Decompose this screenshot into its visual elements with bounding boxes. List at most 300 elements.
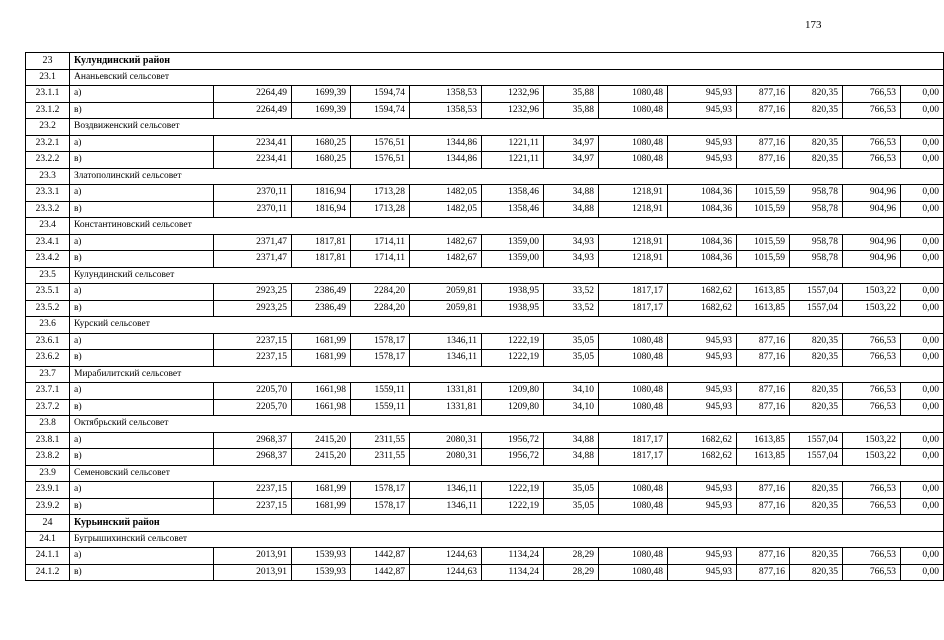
value-cell: 877,16 (737, 152, 790, 169)
value-cell: 877,16 (737, 350, 790, 367)
value-cell: 35,05 (544, 333, 599, 350)
settlement-name: Ананьевский сельсовет (70, 69, 944, 86)
table-row (26, 449, 944, 466)
value-cell: 0,00 (901, 564, 944, 581)
value-cell: 2264,49 (214, 86, 292, 103)
value-cell: 1222,19 (482, 333, 544, 350)
value-cell: 1080,48 (599, 350, 668, 367)
table-row (26, 135, 944, 152)
value-cell: 0,00 (901, 201, 944, 218)
row-label: а) (70, 548, 214, 565)
value-cell: 1080,48 (599, 482, 668, 499)
row-label: в) (70, 350, 214, 367)
value-cell: 820,35 (790, 482, 843, 499)
row-label: в) (70, 102, 214, 119)
row-label: в) (70, 152, 214, 169)
value-cell: 0,00 (901, 185, 944, 202)
value-cell: 0,00 (901, 498, 944, 515)
value-cell: 1080,48 (599, 102, 668, 119)
row-code: 23 (26, 53, 70, 70)
value-cell: 1817,81 (292, 234, 351, 251)
table-row (26, 333, 944, 350)
row-code: 24.1.1 (26, 548, 70, 565)
value-cell: 34,93 (544, 234, 599, 251)
settlement-name: Златополинский сельсовет (70, 168, 944, 185)
page-number: 173 (805, 19, 822, 31)
row-code: 23.5.1 (26, 284, 70, 301)
value-cell: 1080,48 (599, 152, 668, 169)
value-cell: 1015,59 (737, 185, 790, 202)
value-cell: 820,35 (790, 399, 843, 416)
value-cell: 35,05 (544, 498, 599, 515)
value-cell: 945,93 (668, 350, 737, 367)
table-body (26, 53, 944, 581)
value-cell: 877,16 (737, 548, 790, 565)
value-cell: 2386,49 (292, 284, 351, 301)
settlement-name: Курский сельсовет (70, 317, 944, 334)
row-code: 23.7.1 (26, 383, 70, 400)
value-cell: 1682,62 (668, 432, 737, 449)
value-cell: 0,00 (901, 284, 944, 301)
value-cell: 904,96 (843, 251, 901, 268)
table-row (26, 548, 944, 565)
value-cell: 2237,15 (214, 498, 292, 515)
value-cell: 1503,22 (843, 284, 901, 301)
row-code: 23.1.1 (26, 86, 70, 103)
settlement-row (26, 267, 944, 284)
value-cell: 1661,98 (292, 383, 351, 400)
value-cell: 0,00 (901, 152, 944, 169)
district-row (26, 515, 944, 532)
settlement-row (26, 168, 944, 185)
row-code: 23.6.1 (26, 333, 70, 350)
value-cell: 877,16 (737, 383, 790, 400)
value-cell: 2284,20 (351, 300, 410, 317)
value-cell: 2415,20 (292, 432, 351, 449)
value-cell: 1681,99 (292, 482, 351, 499)
row-code: 23.2.2 (26, 152, 70, 169)
value-cell: 1344,86 (410, 135, 482, 152)
row-code: 23.2.1 (26, 135, 70, 152)
value-cell: 1080,48 (599, 333, 668, 350)
row-code: 23.8.1 (26, 432, 70, 449)
row-code: 23.7 (26, 366, 70, 383)
value-cell: 1594,74 (351, 86, 410, 103)
value-cell: 0,00 (901, 234, 944, 251)
table-row (26, 350, 944, 367)
tariff-table (25, 52, 944, 581)
value-cell: 958,78 (790, 234, 843, 251)
value-cell: 35,88 (544, 86, 599, 103)
value-cell: 2370,11 (214, 185, 292, 202)
value-cell: 2386,49 (292, 300, 351, 317)
value-cell: 1331,81 (410, 383, 482, 400)
value-cell: 945,93 (668, 399, 737, 416)
settlement-name: Семеновский сельсовет (70, 465, 944, 482)
value-cell: 766,53 (843, 86, 901, 103)
value-cell: 945,93 (668, 333, 737, 350)
value-cell: 34,93 (544, 251, 599, 268)
value-cell: 1084,36 (668, 185, 737, 202)
value-cell: 1576,51 (351, 152, 410, 169)
district-row (26, 53, 944, 70)
row-label: в) (70, 498, 214, 515)
row-label: а) (70, 482, 214, 499)
row-label: а) (70, 234, 214, 251)
row-label: в) (70, 399, 214, 416)
value-cell: 2284,20 (351, 284, 410, 301)
value-cell: 1817,17 (599, 449, 668, 466)
value-cell: 1015,59 (737, 234, 790, 251)
row-label: а) (70, 86, 214, 103)
value-cell: 877,16 (737, 399, 790, 416)
value-cell: 1358,53 (410, 102, 482, 119)
value-cell: 1015,59 (737, 201, 790, 218)
value-cell: 1221,11 (482, 152, 544, 169)
value-cell: 820,35 (790, 102, 843, 119)
value-cell: 1222,19 (482, 498, 544, 515)
value-cell: 1218,91 (599, 251, 668, 268)
value-cell: 1442,87 (351, 564, 410, 581)
value-cell: 1482,67 (410, 234, 482, 251)
value-cell: 0,00 (901, 135, 944, 152)
value-cell: 1134,24 (482, 548, 544, 565)
value-cell: 904,96 (843, 185, 901, 202)
value-cell: 1080,48 (599, 399, 668, 416)
value-cell: 958,78 (790, 185, 843, 202)
value-cell: 2013,91 (214, 564, 292, 581)
value-cell: 1682,62 (668, 284, 737, 301)
value-cell: 820,35 (790, 152, 843, 169)
value-cell: 945,93 (668, 548, 737, 565)
value-cell: 1209,80 (482, 399, 544, 416)
value-cell: 1680,25 (292, 135, 351, 152)
value-cell: 1578,17 (351, 333, 410, 350)
value-cell: 2237,15 (214, 350, 292, 367)
value-cell: 1681,99 (292, 350, 351, 367)
value-cell: 945,93 (668, 102, 737, 119)
value-cell: 1222,19 (482, 482, 544, 499)
value-cell: 2264,49 (214, 102, 292, 119)
row-code: 24 (26, 515, 70, 532)
value-cell: 1503,22 (843, 300, 901, 317)
value-cell: 1613,85 (737, 449, 790, 466)
row-code: 23.9 (26, 465, 70, 482)
value-cell: 945,93 (668, 564, 737, 581)
value-cell: 1680,25 (292, 152, 351, 169)
table-row (26, 482, 944, 499)
value-cell: 766,53 (843, 498, 901, 515)
value-cell: 1331,81 (410, 399, 482, 416)
row-code: 23.6 (26, 317, 70, 334)
value-cell: 1682,62 (668, 449, 737, 466)
row-label: в) (70, 201, 214, 218)
value-cell: 958,78 (790, 251, 843, 268)
value-cell: 766,53 (843, 548, 901, 565)
value-cell: 35,05 (544, 350, 599, 367)
value-cell: 1218,91 (599, 234, 668, 251)
value-cell: 2237,15 (214, 333, 292, 350)
value-cell: 945,93 (668, 498, 737, 515)
value-cell: 0,00 (901, 251, 944, 268)
district-name: Курьинский район (70, 515, 944, 532)
value-cell: 1557,04 (790, 284, 843, 301)
value-cell: 1539,93 (292, 548, 351, 565)
value-cell: 34,97 (544, 152, 599, 169)
value-cell: 820,35 (790, 383, 843, 400)
settlement-row (26, 218, 944, 235)
value-cell: 2059,81 (410, 300, 482, 317)
value-cell: 1346,11 (410, 482, 482, 499)
row-code: 23.5.2 (26, 300, 70, 317)
value-cell: 0,00 (901, 548, 944, 565)
value-cell: 34,88 (544, 449, 599, 466)
value-cell: 820,35 (790, 564, 843, 581)
table-row (26, 498, 944, 515)
table-row (26, 102, 944, 119)
value-cell: 0,00 (901, 399, 944, 416)
value-cell: 1578,17 (351, 350, 410, 367)
value-cell: 945,93 (668, 482, 737, 499)
value-cell: 1232,96 (482, 102, 544, 119)
value-cell: 877,16 (737, 498, 790, 515)
value-cell: 1714,11 (351, 251, 410, 268)
value-cell: 1084,36 (668, 201, 737, 218)
value-cell: 1816,94 (292, 201, 351, 218)
table-row (26, 234, 944, 251)
value-cell: 1346,11 (410, 498, 482, 515)
value-cell: 2311,55 (351, 432, 410, 449)
row-label: а) (70, 284, 214, 301)
value-cell: 1080,48 (599, 383, 668, 400)
value-cell: 1358,53 (410, 86, 482, 103)
row-label: а) (70, 333, 214, 350)
table-row (26, 185, 944, 202)
table-row (26, 399, 944, 416)
value-cell: 1557,04 (790, 449, 843, 466)
value-cell: 1816,94 (292, 185, 351, 202)
value-cell: 35,05 (544, 482, 599, 499)
value-cell: 1344,86 (410, 152, 482, 169)
value-cell: 1557,04 (790, 432, 843, 449)
value-cell: 1080,48 (599, 564, 668, 581)
table-row (26, 564, 944, 581)
value-cell: 1578,17 (351, 482, 410, 499)
value-cell: 1613,85 (737, 284, 790, 301)
row-code: 23.8 (26, 416, 70, 433)
row-code: 24.1.2 (26, 564, 70, 581)
value-cell: 820,35 (790, 350, 843, 367)
value-cell: 2371,47 (214, 234, 292, 251)
value-cell: 2968,37 (214, 432, 292, 449)
settlement-name: Бугрышихинский сельсовет (70, 531, 944, 548)
value-cell: 34,88 (544, 185, 599, 202)
value-cell: 2013,91 (214, 548, 292, 565)
row-code: 23.9.1 (26, 482, 70, 499)
settlement-row (26, 119, 944, 136)
value-cell: 1594,74 (351, 102, 410, 119)
value-cell: 1699,39 (292, 86, 351, 103)
value-cell: 1346,11 (410, 350, 482, 367)
row-code: 23.9.2 (26, 498, 70, 515)
value-cell: 1503,22 (843, 449, 901, 466)
row-code: 23.4.1 (26, 234, 70, 251)
value-cell: 0,00 (901, 383, 944, 400)
value-cell: 1346,11 (410, 333, 482, 350)
row-code: 23.6.2 (26, 350, 70, 367)
value-cell: 1232,96 (482, 86, 544, 103)
value-cell: 1482,05 (410, 201, 482, 218)
value-cell: 766,53 (843, 399, 901, 416)
value-cell: 1956,72 (482, 449, 544, 466)
row-code: 23.3.2 (26, 201, 70, 218)
value-cell: 1209,80 (482, 383, 544, 400)
value-cell: 1359,00 (482, 234, 544, 251)
settlement-row (26, 366, 944, 383)
settlement-name: Воздвиженский сельсовет (70, 119, 944, 136)
value-cell: 0,00 (901, 86, 944, 103)
row-label: в) (70, 449, 214, 466)
value-cell: 1938,95 (482, 284, 544, 301)
value-cell: 766,53 (843, 102, 901, 119)
value-cell: 1080,48 (599, 135, 668, 152)
value-cell: 28,29 (544, 548, 599, 565)
table-row (26, 383, 944, 400)
value-cell: 877,16 (737, 333, 790, 350)
value-cell: 1539,93 (292, 564, 351, 581)
value-cell: 1244,63 (410, 548, 482, 565)
value-cell: 766,53 (843, 383, 901, 400)
value-cell: 33,52 (544, 284, 599, 301)
value-cell: 820,35 (790, 135, 843, 152)
value-cell: 2234,41 (214, 152, 292, 169)
value-cell: 877,16 (737, 564, 790, 581)
value-cell: 1661,98 (292, 399, 351, 416)
value-cell: 1221,11 (482, 135, 544, 152)
settlement-name: Константиновский сельсовет (70, 218, 944, 235)
value-cell: 1222,19 (482, 350, 544, 367)
value-cell: 766,53 (843, 350, 901, 367)
value-cell: 904,96 (843, 234, 901, 251)
value-cell: 1817,17 (599, 284, 668, 301)
value-cell: 820,35 (790, 86, 843, 103)
value-cell: 0,00 (901, 482, 944, 499)
settlement-row (26, 416, 944, 433)
value-cell: 1682,62 (668, 300, 737, 317)
value-cell: 0,00 (901, 333, 944, 350)
value-cell: 1218,91 (599, 185, 668, 202)
value-cell: 2371,47 (214, 251, 292, 268)
value-cell: 766,53 (843, 333, 901, 350)
value-cell: 1613,85 (737, 432, 790, 449)
value-cell: 1817,81 (292, 251, 351, 268)
value-cell: 1080,48 (599, 498, 668, 515)
value-cell: 945,93 (668, 86, 737, 103)
value-cell: 904,96 (843, 201, 901, 218)
value-cell: 1442,87 (351, 548, 410, 565)
value-cell: 28,29 (544, 564, 599, 581)
value-cell: 2923,25 (214, 284, 292, 301)
value-cell: 820,35 (790, 498, 843, 515)
value-cell: 0,00 (901, 102, 944, 119)
value-cell: 2080,31 (410, 432, 482, 449)
value-cell: 945,93 (668, 383, 737, 400)
value-cell: 1084,36 (668, 234, 737, 251)
value-cell: 766,53 (843, 482, 901, 499)
value-cell: 820,35 (790, 333, 843, 350)
value-cell: 1503,22 (843, 432, 901, 449)
settlement-row (26, 317, 944, 334)
settlement-name: Октябрьский сельсовет (70, 416, 944, 433)
row-code: 23.8.2 (26, 449, 70, 466)
row-label: а) (70, 383, 214, 400)
value-cell: 2205,70 (214, 399, 292, 416)
value-cell: 1359,00 (482, 251, 544, 268)
table-row (26, 152, 944, 169)
value-cell: 1956,72 (482, 432, 544, 449)
row-code: 23.3.1 (26, 185, 70, 202)
settlement-row (26, 69, 944, 86)
row-code: 23.1.2 (26, 102, 70, 119)
value-cell: 1681,99 (292, 498, 351, 515)
row-code: 23.4.2 (26, 251, 70, 268)
value-cell: 766,53 (843, 564, 901, 581)
value-cell: 1713,28 (351, 185, 410, 202)
value-cell: 1559,11 (351, 383, 410, 400)
value-cell: 0,00 (901, 449, 944, 466)
row-code: 23.4 (26, 218, 70, 235)
value-cell: 1557,04 (790, 300, 843, 317)
row-label: в) (70, 300, 214, 317)
value-cell: 0,00 (901, 300, 944, 317)
value-cell: 1578,17 (351, 498, 410, 515)
value-cell: 2311,55 (351, 449, 410, 466)
value-cell: 766,53 (843, 135, 901, 152)
value-cell: 35,88 (544, 102, 599, 119)
row-label: а) (70, 185, 214, 202)
settlement-row (26, 531, 944, 548)
value-cell: 1576,51 (351, 135, 410, 152)
value-cell: 766,53 (843, 152, 901, 169)
row-code: 23.2 (26, 119, 70, 136)
value-cell: 34,97 (544, 135, 599, 152)
settlement-row (26, 465, 944, 482)
value-cell: 877,16 (737, 86, 790, 103)
value-cell: 820,35 (790, 548, 843, 565)
value-cell: 33,52 (544, 300, 599, 317)
value-cell: 0,00 (901, 432, 944, 449)
value-cell: 1084,36 (668, 251, 737, 268)
row-code: 24.1 (26, 531, 70, 548)
value-cell: 1681,99 (292, 333, 351, 350)
value-cell: 1218,91 (599, 201, 668, 218)
value-cell: 34,10 (544, 399, 599, 416)
value-cell: 1358,46 (482, 201, 544, 218)
district-name: Кулундинский район (70, 53, 944, 70)
table-row (26, 432, 944, 449)
value-cell: 1817,17 (599, 300, 668, 317)
value-cell: 1817,17 (599, 432, 668, 449)
row-label: в) (70, 564, 214, 581)
value-cell: 2205,70 (214, 383, 292, 400)
value-cell: 1938,95 (482, 300, 544, 317)
value-cell: 34,88 (544, 432, 599, 449)
value-cell: 2415,20 (292, 449, 351, 466)
table-row (26, 251, 944, 268)
value-cell: 2923,25 (214, 300, 292, 317)
value-cell: 0,00 (901, 350, 944, 367)
value-cell: 1699,39 (292, 102, 351, 119)
